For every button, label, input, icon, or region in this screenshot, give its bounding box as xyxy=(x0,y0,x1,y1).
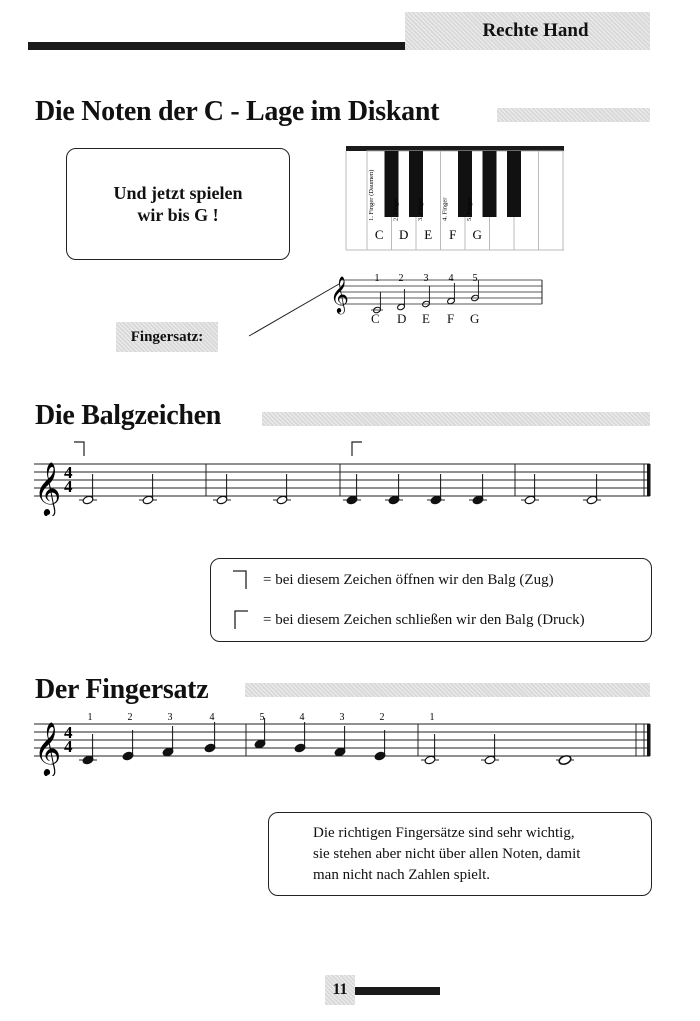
staff-lines xyxy=(340,280,542,304)
title-stripe xyxy=(262,412,650,426)
finger-number: 3 xyxy=(339,712,345,723)
legend-row-druck xyxy=(231,609,585,631)
section-title-c-lage: Die Noten der C - Lage im Diskant xyxy=(35,96,440,127)
header-title: Rechte Hand xyxy=(482,20,589,41)
note-name-f: F xyxy=(447,311,455,326)
treble-clef-icon: 𝄞 xyxy=(330,276,349,312)
finger-label: 1. Finger (Daumen) xyxy=(368,169,375,221)
key-note-label: C xyxy=(374,227,384,242)
treble-clef-icon: 𝄞 xyxy=(34,723,62,774)
fingersatz-note-box xyxy=(268,812,652,896)
keyboard-diagram xyxy=(340,145,570,260)
section-title-fingersatz: Der Fingersatz xyxy=(35,674,209,705)
time-signature-top: 4 xyxy=(64,463,73,482)
staff-lines xyxy=(34,464,651,496)
small-staff-notes xyxy=(371,273,479,314)
section-title-balgzeichen: Die Balgzeichen xyxy=(35,400,222,431)
black-key xyxy=(483,151,497,217)
fingersatz-label-box xyxy=(116,322,218,352)
balg-zug-sign-icon xyxy=(231,569,249,591)
finger-number: 3 xyxy=(167,712,173,723)
balg-zug-sign-icon xyxy=(74,442,84,456)
balg-legend-box xyxy=(210,558,652,642)
fingersatz-notes xyxy=(79,712,574,766)
legend-row-zug xyxy=(231,569,554,591)
finger-number: 1 xyxy=(87,712,93,723)
white-key xyxy=(539,151,564,250)
fingersatz-pointer xyxy=(245,278,345,340)
treble-clef-icon: 𝄞 xyxy=(34,463,62,514)
finger-number: 2 xyxy=(398,273,404,284)
finger-label: 5. Finger xyxy=(466,197,473,221)
balg-druck-sign-icon xyxy=(352,442,362,456)
key-note-label: D xyxy=(399,227,409,242)
keyboard-top-bar xyxy=(346,146,564,151)
finger-number: 2 xyxy=(379,712,385,723)
finger-label: 3. Finger xyxy=(417,197,424,221)
balgzeichen-staff xyxy=(30,436,660,516)
header-tab xyxy=(405,12,650,50)
finger-label: 4. Finger xyxy=(441,197,449,221)
fingersatz-note-text: Die richtigen Fingersätze sind sehr wichtig, sie stehen aber nicht über allen Noten, damit man nicht nach Zahlen spielt. xyxy=(313,825,581,883)
final-bar-thick xyxy=(647,724,651,756)
fingersatz-label: Fingersatz: xyxy=(130,328,204,345)
staff-note-names xyxy=(365,311,495,327)
note-name-e: E xyxy=(422,311,430,326)
finger-number: 1 xyxy=(374,273,380,284)
key-note-label: G xyxy=(472,227,482,242)
time-signature-bottom: 4 xyxy=(64,737,73,756)
key-note-label: F xyxy=(449,227,457,242)
finger-number: 4 xyxy=(448,273,454,284)
title-stripe xyxy=(497,108,650,122)
balg-druck-sign-icon xyxy=(231,609,249,631)
finger-number: 4 xyxy=(299,712,305,723)
footer-rule xyxy=(355,987,440,995)
finger-number: 3 xyxy=(423,273,429,284)
key-note-label: E xyxy=(424,227,433,242)
time-signature-top: 4 xyxy=(64,723,73,742)
page-number: 11 xyxy=(332,981,348,998)
callout-box xyxy=(66,148,290,260)
time-signature-bottom: 4 xyxy=(64,477,73,496)
fingersatz-staff xyxy=(30,706,660,776)
note-name-d: D xyxy=(397,311,407,326)
page-number-box xyxy=(325,975,355,1005)
title-stripe xyxy=(245,683,650,697)
finger-number: 5 xyxy=(259,712,265,723)
final-bar-thick xyxy=(647,464,651,496)
note-name-g: G xyxy=(470,311,480,326)
finger-number: 5 xyxy=(472,273,478,284)
finger-number: 1 xyxy=(429,712,435,723)
legend-text-zug: = bei diesem Zeichen öffnen wir den Balg (Zug) xyxy=(263,571,554,588)
legend-text-druck: = bei diesem Zeichen schließen wir den Balg (Druck) xyxy=(263,611,585,628)
finger-number: 4 xyxy=(209,712,215,723)
note-name-c: C xyxy=(371,311,380,326)
callout-text: Und jetzt spielen wir bis G ! xyxy=(113,183,243,225)
finger-label: 2. Finger xyxy=(392,197,400,221)
header-rule xyxy=(28,42,408,50)
black-key xyxy=(507,151,521,217)
finger-number: 2 xyxy=(127,712,133,723)
